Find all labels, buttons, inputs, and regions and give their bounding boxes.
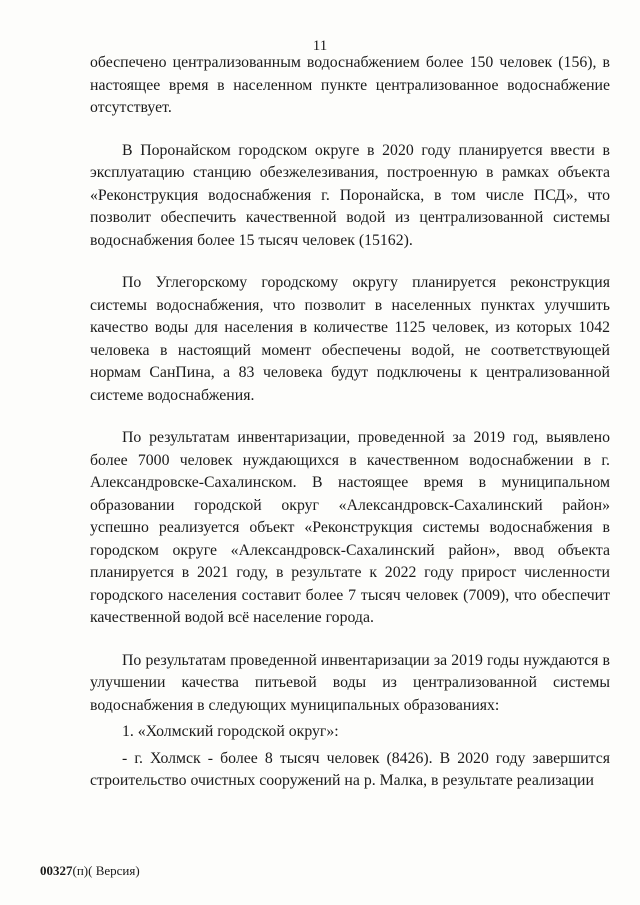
paragraph: В Поронайском городском округе в 2020 году планируется ввести в эксплуатацию станцию обезжелезивания, построенную в рамках объекта «Реконструкция водоснабжения г. Поронайска, в том числе ПСД», что позволит обеспечить качественной водой из централизованной системы водоснабжения более 15 тысяч человек (15162). xyxy=(90,141,610,249)
footer-version: (п)( Версия) xyxy=(72,863,140,878)
paragraph: обеспечено централизованным водоснабжением более 150 человек (156), в настоящее время в населенном пункте централизованное водоснабжение отсутствует. xyxy=(90,54,610,116)
paragraph: По Углегорскому городскому округу планируется реконструкция системы водоснабжения, что позволит в населенных пунктах улучшить качество воды для населения в количестве 1125 человек, из которых 1042 человека в настоящий момент обеспечены водой, не соответствующей нормам СанПина, а 83 человека будут подключены к централизованной системе водоснабжения. xyxy=(90,274,610,404)
footer-code: 00327 xyxy=(40,863,73,878)
list-item: - г. Холмск - более 8 тысяч человек (8426). В 2020 году завершится строительство очистных сооружений на р. Малка, в результате реализации xyxy=(90,749,610,789)
paragraph: По результатам инвентаризации, проведенной за 2019 год, выявлено более 7000 человек нуждающихся в качественном водоснабжении в г. Александровске-Сахалинском. В настоящее время в муниципальном образовании городской округ «Александровск-Сахалинский район» успешно реализуется объект «Реконструкция системы водоснабжения в городском округе «Александровск-Сахалинский район», ввод объекта планируется в 2021 году, в результате к 2022 году прирост численности городского населения составит более 7 тысяч человек (7009), что обеспечит качественной водой всё население города. xyxy=(90,429,610,626)
list-heading: 1. «Холмский городской округ»: xyxy=(122,723,339,740)
paragraph: По результатам проведенной инвентаризации за 2019 годы нуждаются в улучшении качества питьевой воды из централизованной системы водоснабжения в следующих муниципальных образованиях: xyxy=(90,651,610,714)
document-footer xyxy=(40,863,140,879)
page-number: 11 xyxy=(312,38,328,54)
document-body xyxy=(90,52,610,793)
